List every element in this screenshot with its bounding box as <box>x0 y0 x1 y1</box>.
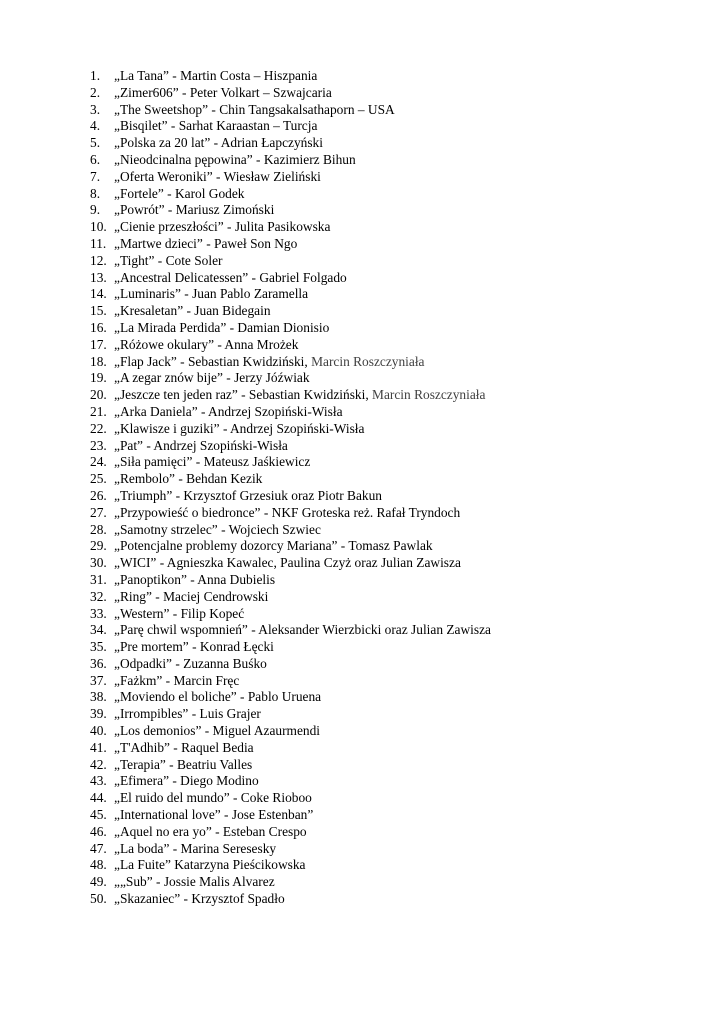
list-item <box>90 488 491 505</box>
list-item-text: „Martwe dzieci” - Paweł Son Ngo <box>114 235 298 251</box>
list-item-text: „Potencjalne problemy dozorcy Mariana” - Tomasz Pawlak <box>114 538 433 554</box>
list-item-text: „Parę chwil wspomnień” - Aleksander Wierzbicki oraz Julian Zawisza <box>114 622 491 638</box>
list-item <box>90 303 491 320</box>
list-item <box>90 723 491 740</box>
list-item <box>90 169 491 186</box>
list-item <box>90 118 491 135</box>
list-item <box>90 236 491 253</box>
list-item-extra-text: Marcin Roszczyniała <box>311 353 425 369</box>
list-item <box>90 454 491 471</box>
list-item-text: „Los demonios” - Miguel Azaurmendi <box>114 723 321 739</box>
list-item-text: „Polska za 20 lat” - Adrian Łapczyński <box>114 135 323 151</box>
list-item-text: „WICI” - Agnieszka Kawalec, Paulina Czyż oraz Julian Zawisza <box>114 555 461 571</box>
list-item-text: „La Mirada Perdida” - Damian Dionisio <box>114 319 330 335</box>
list-item <box>90 522 491 539</box>
list-item-text: „Oferta Weroniki” - Wiesław Zieliński <box>114 168 321 184</box>
list-item-text: „Triumph” - Krzysztof Grzesiuk oraz Piotr Bakun <box>114 487 383 503</box>
list-item-number: 34. <box>90 622 107 638</box>
list-item <box>90 85 491 102</box>
list-item <box>90 757 491 774</box>
list-item <box>90 370 491 387</box>
list-item-text: „Pre mortem” - Konrad Łęcki <box>114 639 274 655</box>
list-item-number: 47. <box>90 840 107 856</box>
list-item-text: „Efimera” - Diego Modino <box>114 773 259 789</box>
list-item <box>90 773 491 790</box>
list-item-text: „Kresaletan” - Juan Bidegain <box>114 303 271 319</box>
list-item-text: „Skazaniec” - Krzysztof Spadło <box>114 891 285 907</box>
list-item-text: „Terapia” - Beatriu Valles <box>114 756 253 772</box>
list-item-number: 24. <box>90 454 107 470</box>
list-item-text: „International love” - Jose Estenban” <box>114 807 314 823</box>
list-item-number: 22. <box>90 420 107 436</box>
list-item-number: 10. <box>90 219 107 235</box>
list-item <box>90 689 491 706</box>
list-item-number: 31. <box>90 571 107 587</box>
list-item-number: 4. <box>90 118 101 134</box>
list-item <box>90 102 491 119</box>
list-item-number: 25. <box>90 471 107 487</box>
list-item-text: „Jeszcze ten jeden raz” - Sebastian Kwidziński, <box>114 387 373 403</box>
list-item-number: 26. <box>90 487 107 503</box>
list-item-number: 44. <box>90 790 107 806</box>
list-item-text: „Flap Jack” - Sebastian Kwidziński, <box>114 353 312 369</box>
list-item <box>90 622 491 639</box>
list-item-text: „The Sweetshop” - Chin Tangsakalsathaporn – USA <box>114 101 395 117</box>
list-item <box>90 589 491 606</box>
list-item-text: „Aquel no era yo” - Esteban Crespo <box>114 823 307 839</box>
list-item-number: 6. <box>90 151 101 167</box>
list-item-number: 1. <box>90 68 101 83</box>
list-item <box>90 219 491 236</box>
list-item-number: 9. <box>90 202 101 218</box>
list-item-text: „Rembolo” - Behdan Kezik <box>114 471 263 487</box>
list-item <box>90 639 491 656</box>
list-item-number: 8. <box>90 185 101 201</box>
list-item-number: 21. <box>90 403 107 419</box>
list-item-number: 45. <box>90 807 107 823</box>
list-item-number: 37. <box>90 672 107 688</box>
list-item-number: 14. <box>90 286 107 302</box>
list-item-number: 49. <box>90 874 107 890</box>
list-item <box>90 270 491 287</box>
list-item <box>90 841 491 858</box>
list-item-extra-text: Marcin Roszczyniała <box>372 387 486 403</box>
list-item-number: 29. <box>90 538 107 554</box>
list-item <box>90 656 491 673</box>
list-item <box>90 706 491 723</box>
list-item <box>90 286 491 303</box>
list-item-text: „Cienie przeszłości” - Julita Pasikowska <box>114 219 331 235</box>
list-item <box>90 505 491 522</box>
list-item <box>90 555 491 572</box>
list-item-number: 40. <box>90 723 107 739</box>
list-item <box>90 790 491 807</box>
list-item <box>90 202 491 219</box>
list-item <box>90 354 491 371</box>
list-item-number: 30. <box>90 555 107 571</box>
list-item <box>90 891 491 908</box>
list-item-number: 15. <box>90 303 107 319</box>
list-item-text: „Odpadki” - Zuzanna Buśko <box>114 655 267 671</box>
list-item-number: 41. <box>90 739 107 755</box>
list-item <box>90 606 491 623</box>
list-item-text: „Różowe okulary” - Anna Mrożek <box>114 336 299 352</box>
list-item-text: „Irrompibles” - Luis Grajer <box>114 706 261 722</box>
list-item-text: „T'Adhib” - Raquel Bedia <box>114 739 254 755</box>
list-item-text: „La boda” - Marina Seresesky <box>114 840 277 856</box>
list-item <box>90 421 491 438</box>
list-item-number: 48. <box>90 857 107 873</box>
list-item-text: „Ancestral Delicatessen” - Gabriel Folgado <box>114 269 347 285</box>
list-item <box>90 471 491 488</box>
list-item-text: „El ruido del mundo” - Coke Rioboo <box>114 790 312 806</box>
list-item-number: 46. <box>90 823 107 839</box>
list-item-text: „Fortele” - Karol Godek <box>114 185 245 201</box>
list-item-text: „Pat” - Andrzej Szopiński-Wisła <box>114 437 288 453</box>
list-item-text: „Arka Daniela” - Andrzej Szopiński-Wisła <box>114 403 343 419</box>
list-item <box>90 186 491 203</box>
list-item-number: 35. <box>90 639 107 655</box>
list-item-number: 17. <box>90 336 107 352</box>
list-item <box>90 404 491 421</box>
list-item-number: 2. <box>90 84 101 100</box>
list-item <box>90 253 491 270</box>
list-item-number: 23. <box>90 437 107 453</box>
list-item-text: „La Tana” - Martin Costa – Hiszpania <box>114 68 318 83</box>
list-item-text: „Moviendo el boliche” - Pablo Uruena <box>114 689 322 705</box>
list-item-number: 11. <box>90 235 107 251</box>
list-item-text: „Tight” - Cote Soler <box>114 252 223 268</box>
list-item-text: „Przypowieść o biedronce” - NKF Groteska reż. Rafał Tryndoch <box>114 504 461 520</box>
list-item-number: 50. <box>90 891 107 907</box>
list-item-text: „Bisqilet” - Sarhat Karaastan – Turcja <box>114 118 318 134</box>
list-item-text: „Nieodcinalna pępowina” - Kazimierz Bihun <box>114 151 356 167</box>
list-item-number: 33. <box>90 605 107 621</box>
list-item-text: „A zegar znów bije” - Jerzy Jóźwiak <box>114 370 310 386</box>
list-item <box>90 673 491 690</box>
list-item-number: 20. <box>90 387 107 403</box>
list-item-number: 19. <box>90 370 107 386</box>
list-item-number: 16. <box>90 319 107 335</box>
list-item-text: „„Sub” - Jossie Malis Alvarez <box>114 874 275 890</box>
list-item-text: „Ring” - Maciej Cendrowski <box>114 588 269 604</box>
list-item <box>90 538 491 555</box>
list-item-number: 28. <box>90 521 107 537</box>
list-item-text: „Zimer606” - Peter Volkart – Szwajcaria <box>114 84 332 100</box>
list-item-number: 5. <box>90 135 101 151</box>
list-item <box>90 320 491 337</box>
list-item-number: 43. <box>90 773 107 789</box>
list-item-number: 7. <box>90 168 101 184</box>
list-item <box>90 337 491 354</box>
list-item-number: 32. <box>90 588 107 604</box>
list-item <box>90 68 491 85</box>
list-item <box>90 740 491 757</box>
list-item <box>90 152 491 169</box>
list-item <box>90 572 491 589</box>
list-item-text: „Samotny strzelec” - Wojciech Szwiec <box>114 521 321 537</box>
list-item-text: „La Fuite” Katarzyna Pieścikowska <box>114 857 306 873</box>
list-item-number: 39. <box>90 706 107 722</box>
list-item <box>90 438 491 455</box>
list-item-number: 36. <box>90 655 107 671</box>
list-item <box>90 824 491 841</box>
list-item-text: „Luminaris” - Juan Pablo Zaramella <box>114 286 309 302</box>
list-item-number: 42. <box>90 756 107 772</box>
list-item-text: „Siła pamięci” - Mateusz Jaśkiewicz <box>114 454 311 470</box>
list-item-number: 13. <box>90 269 107 285</box>
list-item-text: „Fażkm” - Marcin Fręc <box>114 672 240 688</box>
list-item-number: 3. <box>90 101 101 117</box>
list-item-number: 27. <box>90 504 107 520</box>
list-item-text: „Western” - Filip Kopeć <box>114 605 245 621</box>
film-list <box>90 68 491 908</box>
list-item <box>90 135 491 152</box>
list-item-number: 38. <box>90 689 107 705</box>
list-item-text: „Panoptikon” - Anna Dubielis <box>114 571 276 587</box>
list-item <box>90 874 491 891</box>
list-item <box>90 857 491 874</box>
list-item-number: 12. <box>90 252 107 268</box>
list-item <box>90 807 491 824</box>
list-item <box>90 387 491 404</box>
list-item-text: „Klawisze i guziki” - Andrzej Szopiński-Wisła <box>114 420 365 436</box>
list-item-text: „Powrót” - Mariusz Zimoński <box>114 202 275 218</box>
list-item-number: 18. <box>90 353 107 369</box>
